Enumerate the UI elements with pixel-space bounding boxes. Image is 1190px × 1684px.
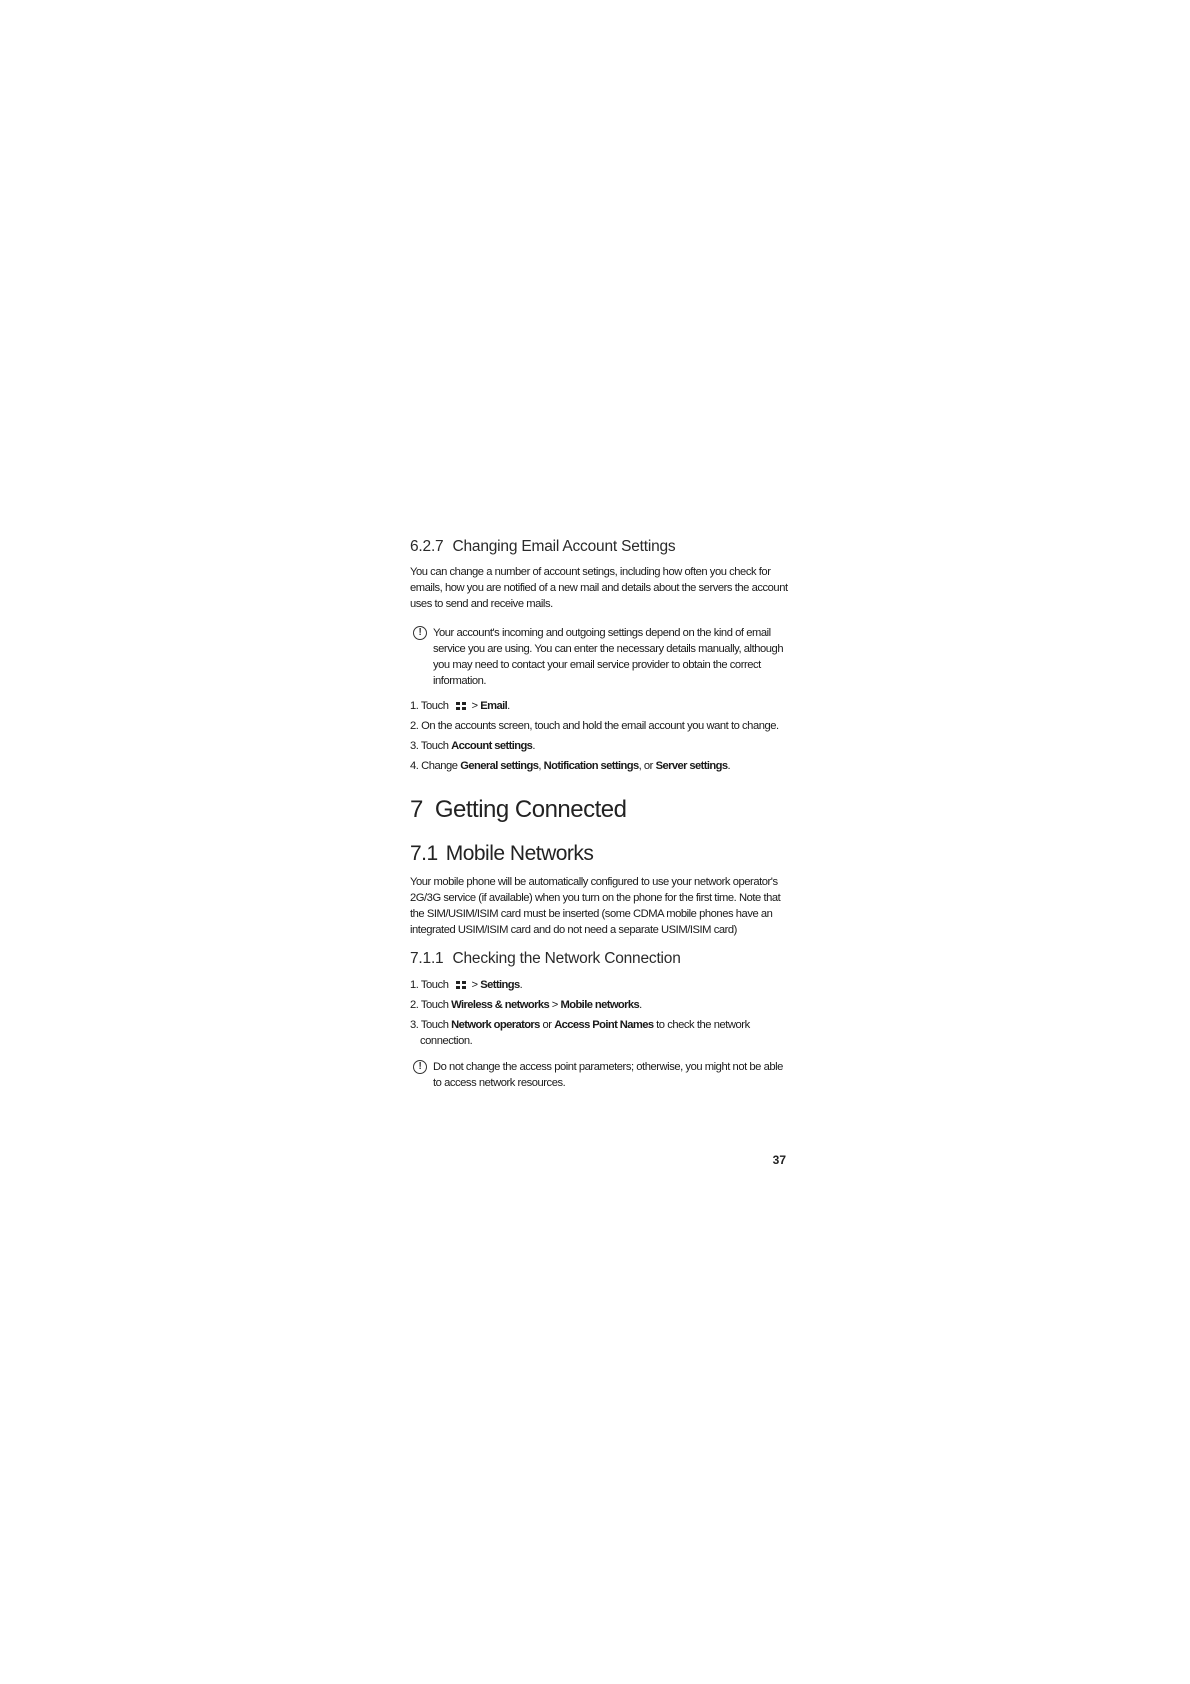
note-text: Your account's incoming and outgoing settings depend on the kind of email service you are using. You can enter the necessary details manually, although you may need to contact your email service provider to obtain the correct information. [433, 627, 784, 687]
step-text: 3. Touch [410, 1019, 452, 1031]
section-number: 7.1.1 [410, 950, 444, 967]
step-text: , or [638, 760, 656, 772]
step-text: 1. Touch [410, 700, 449, 712]
steps-list [410, 977, 788, 1049]
step-bold-text: Mobile networks [560, 999, 640, 1011]
step-bold-text: Email [480, 700, 508, 712]
section-heading-7-1-1 [410, 950, 788, 968]
step-text: > [549, 999, 561, 1011]
section-heading-6-2-7 [410, 538, 788, 556]
document-page [410, 538, 788, 1091]
steps-list [410, 698, 788, 774]
step-text: or [539, 1019, 555, 1031]
step-bold-text: Network operators [451, 1019, 540, 1031]
step-text: to check the network [653, 1019, 750, 1031]
step-text: 2. On the accounts screen, touch and hold the email account you want to change. [410, 720, 779, 732]
section-title: Checking the Network Connection [452, 950, 681, 967]
step-text: . [639, 999, 642, 1011]
section-intro-paragraph: You can change a number of account setings, including how often you check for emails, how you are notified of a new mail and details about the servers the account uses to send and receive mails. [410, 566, 788, 610]
step-bold-text: Account settings [451, 740, 533, 752]
step-bold-text: Server settings [655, 760, 728, 772]
step-text: 1. Touch [410, 979, 449, 991]
step-4 [410, 758, 788, 774]
step-3 [410, 1017, 788, 1049]
note-block [410, 625, 788, 689]
chapter-title: Getting Connected [434, 796, 627, 823]
step-text: . [532, 740, 535, 752]
step-bold-text: General settings [460, 760, 539, 772]
step-1 [410, 698, 788, 714]
step-bold-text: Access Point Names [554, 1019, 654, 1031]
section-title: Mobile Networks [445, 842, 594, 865]
note-text: Do not change the access point parameters; otherwise, you might not be able to access network resources. [433, 1061, 783, 1089]
note-block [410, 1059, 788, 1091]
step-3 [410, 738, 788, 754]
step-text: , [538, 760, 544, 772]
step-text: . [507, 700, 510, 712]
step-bold-text: Notification settings [543, 760, 639, 772]
apps-grid-icon [456, 702, 466, 710]
step-1 [410, 977, 788, 993]
step-text: 4. Change [410, 760, 461, 772]
step-2 [410, 718, 788, 734]
step-text: 2. Touch [410, 999, 452, 1011]
step-text: > [471, 979, 481, 991]
chapter-heading [410, 796, 788, 824]
section-intro-paragraph: Your mobile phone will be automatically configured to use your network operator's 2G/3G service (if available) when you turn on the phone for the first time. Note that the SIM/USIM/ISIM card must be inserted (some CDMA mobile phones have an integrated USIM/ISIM card and do not need a separate USIM/ISIM card) [410, 876, 781, 936]
page-number: 37 [772, 1153, 786, 1167]
note-icon: ! [413, 626, 427, 640]
apps-grid-icon [456, 981, 466, 989]
section-title: Changing Email Account Settings [452, 538, 676, 555]
section-number: 6.2.7 [410, 538, 444, 555]
step-bold-text: Settings [480, 979, 520, 991]
step-2 [410, 997, 788, 1013]
step-continuation: connection. [420, 1035, 473, 1047]
step-text: . [519, 979, 523, 991]
step-text: . [727, 760, 731, 772]
section-number: 7.1 [410, 842, 438, 865]
step-bold-text: Wireless & networks [451, 999, 550, 1011]
note-icon: ! [413, 1060, 427, 1074]
step-text: > [471, 700, 481, 712]
section-heading-7-1 [410, 842, 788, 866]
step-text: 3. Touch [410, 740, 452, 752]
chapter-number: 7 [410, 796, 423, 823]
